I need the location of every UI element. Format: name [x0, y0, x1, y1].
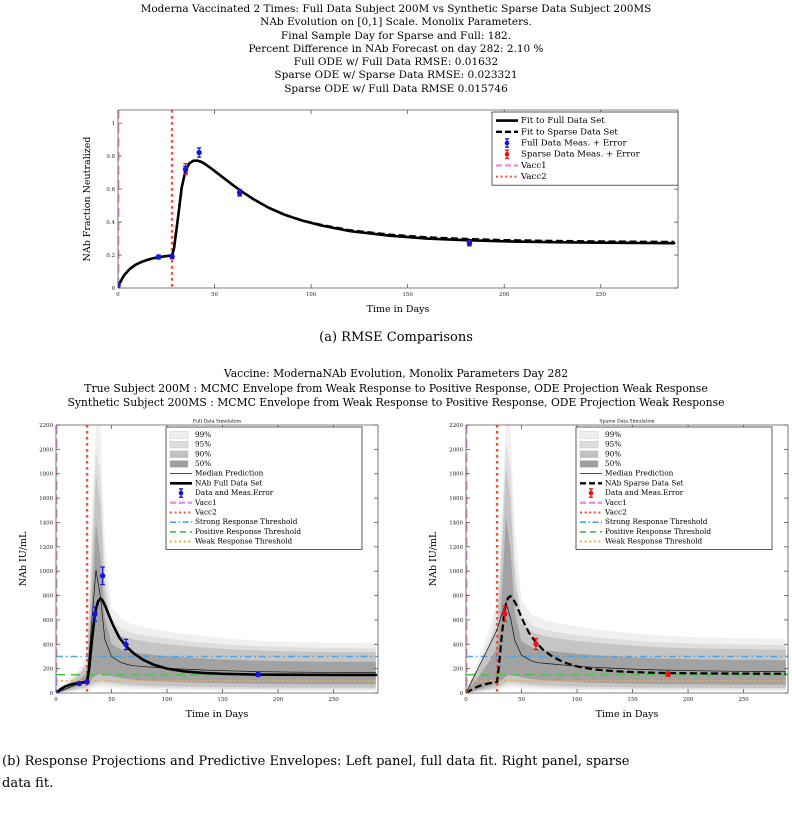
panel-a-x-axis-title: Time in Days	[366, 304, 430, 316]
y-tick-label: 0.4	[106, 220, 115, 227]
panel-b-right-y-axis-title: NAb IU/mL	[428, 531, 439, 586]
y-tick-label: 1200	[449, 544, 463, 551]
data-point	[169, 254, 174, 259]
data-point	[237, 190, 242, 195]
legend-label: 50%	[195, 458, 212, 468]
panel-a-y-axis-title: NAb Fraction Neutralized	[82, 136, 93, 262]
legend-label: 99%	[195, 429, 212, 439]
x-tick-label: 50	[518, 696, 525, 703]
y-tick-label: 800	[42, 593, 53, 600]
y-tick-label: 1000	[449, 568, 463, 575]
legend-label: 95%	[195, 439, 212, 449]
legend-swatch	[580, 460, 598, 467]
y-tick-label: 1600	[449, 495, 463, 502]
y-tick-label: 2200	[39, 422, 53, 429]
legend-marker	[505, 152, 510, 157]
y-tick-label: 0	[459, 690, 463, 697]
legend-label: Sparse Data Meas. + Error	[521, 149, 640, 160]
title-line-4: Percent Difference in NAb Forecast on day 282: 2.10 %	[248, 42, 544, 55]
legend-label: Median Prediction	[195, 468, 264, 478]
y-tick-label: 0	[49, 690, 53, 697]
title-line-5: Full ODE w/ Full Data RMSE: 0.01632	[293, 56, 499, 69]
legend-label: 95%	[605, 439, 622, 449]
y-tick-label: 600	[452, 617, 463, 624]
y-tick-label: 200	[452, 666, 463, 673]
y-tick-label: 1600	[39, 495, 53, 502]
x-tick-label: 200	[499, 292, 510, 299]
caption-b-line-2: data fit.	[2, 775, 54, 791]
y-tick-label: 1400	[39, 520, 53, 527]
panel-a-rmse-chart	[0, 96, 792, 326]
data-point	[77, 680, 82, 685]
data-point	[665, 671, 670, 676]
legend-label: Vacc2	[521, 172, 547, 183]
legend-label: NAb Sparse Data Set	[605, 477, 684, 487]
header-b-line-1: Vaccine: ModernaNAb Evolution, Monolix Parameters Day 282	[223, 367, 569, 381]
title-line-3: Final Sample Day for Sparse and Full: 182.	[280, 29, 512, 42]
legend-label: Vacc1	[521, 160, 547, 171]
panel-b-left-panel-title: Full Data Simulation	[192, 419, 242, 425]
legend-label: Strong Response Threshold	[605, 516, 708, 526]
legend-swatch	[170, 441, 188, 448]
legend-marker	[505, 141, 510, 146]
panel-b-right-panel-title: Sparse Data Simulation	[599, 419, 655, 425]
legend	[492, 112, 678, 185]
legend-label: 99%	[605, 429, 622, 439]
legend-label: Vacc1	[195, 497, 217, 507]
title-line-7: Sparse ODE w/ Full Data RMSE 0.015746	[284, 82, 508, 95]
legend-label: Full Data Meas. + Error	[521, 138, 627, 149]
y-tick-label: 1800	[449, 471, 463, 478]
legend-label: Weak Response Threshold	[605, 536, 703, 546]
title-line-2: NAb Evolution on [0,1] Scale. Monolix Parameters.	[260, 16, 532, 29]
legend-label: Strong Response Threshold	[195, 516, 298, 526]
x-tick-label: 200	[682, 696, 694, 703]
figure-title-block	[0, 0, 792, 96]
x-tick-label: 0	[464, 696, 468, 703]
x-tick-label: 250	[595, 292, 606, 299]
x-tick-label: 250	[738, 696, 749, 703]
caption-b-line-1: (b) Response Projections and Predictive Envelopes: Left panel, full data fit. Right panel, sparse	[2, 753, 630, 769]
panel-b-left-x-axis-title: Time in Days	[185, 708, 249, 720]
legend-label: Vacc2	[195, 507, 217, 517]
panel-b-projection-charts	[0, 411, 792, 751]
legend-swatch	[580, 431, 598, 438]
header-b-line-3: Synthetic Subject 200MS : MCMC Envelope from Weak Response to Positive Response, ODE Projection Weak Response	[67, 396, 725, 410]
legend-item	[505, 139, 628, 149]
y-tick-label: 1000	[39, 568, 53, 575]
legend-swatch	[170, 450, 188, 457]
data-point	[84, 679, 89, 684]
x-tick-label: 150	[402, 292, 413, 299]
legend-label: Data and Meas.Error	[605, 487, 684, 497]
y-tick-label: 800	[452, 593, 463, 600]
legend-label: 90%	[605, 448, 622, 458]
y-tick-label: 400	[452, 641, 463, 648]
panel-b-header	[0, 367, 792, 411]
y-tick-label: 1	[111, 121, 115, 128]
x-tick-label: 150	[627, 696, 638, 703]
legend-label: 50%	[605, 458, 622, 468]
y-tick-label: 1800	[39, 471, 53, 478]
panel-b-left-y-axis-title: NAb IU/mL	[18, 531, 29, 586]
data-point	[255, 671, 260, 676]
data-point	[123, 641, 128, 646]
x-tick-label: 50	[211, 292, 218, 299]
legend-swatch	[580, 450, 598, 457]
y-tick-label: 0.6	[106, 187, 115, 194]
data-point	[196, 150, 201, 155]
x-tick-label: 100	[305, 292, 317, 299]
y-tick-label: 400	[42, 641, 53, 648]
legend	[166, 427, 362, 549]
data-point	[156, 254, 161, 259]
y-tick-label: 2000	[449, 446, 463, 453]
y-tick-label: 200	[42, 666, 53, 673]
x-tick-label: 0	[54, 696, 58, 703]
x-tick-label: 200	[272, 696, 284, 703]
legend-label: Fit to Sparse Data Set	[521, 127, 618, 138]
data-point	[100, 573, 105, 578]
x-tick-label: 50	[108, 696, 115, 703]
legend	[576, 427, 772, 549]
data-point	[502, 611, 507, 616]
header-b-line-2: True Subject 200M : MCMC Envelope from Weak Response to Positive Response, ODE Projection Weak Response	[84, 381, 708, 395]
legend-label: 90%	[195, 448, 212, 458]
y-tick-label: 0	[111, 286, 115, 293]
legend-swatch	[170, 431, 188, 438]
legend-label: Weak Response Threshold	[195, 536, 293, 546]
caption-a: (a) RMSE Comparisons	[319, 330, 473, 346]
x-tick-label: 0	[116, 292, 120, 299]
data-point	[533, 641, 538, 646]
legend-label: Fit to Full Data Set	[521, 116, 605, 127]
x-tick-label: 100	[161, 696, 173, 703]
panel-b-right-x-axis-title: Time in Days	[595, 708, 659, 720]
legend-label: Vacc1	[605, 497, 627, 507]
x-tick-label: 100	[571, 696, 583, 703]
legend-marker	[179, 490, 184, 495]
data-point	[467, 241, 472, 246]
x-tick-label: 150	[217, 696, 228, 703]
y-tick-label: 2200	[449, 422, 463, 429]
legend-label: Median Prediction	[605, 468, 674, 478]
y-tick-label: 1400	[449, 520, 463, 527]
title-line-6: Sparse ODE w/ Sparse Data RMSE: 0.023321	[274, 69, 518, 82]
y-tick-label: 600	[42, 617, 53, 624]
legend-swatch	[170, 460, 188, 467]
legend-label: NAb Full Data Set	[195, 477, 263, 487]
legend-marker	[589, 490, 594, 495]
y-tick-label: 2000	[39, 446, 53, 453]
legend-item	[505, 150, 641, 160]
y-tick-label: 1200	[39, 544, 53, 551]
x-tick-label: 250	[328, 696, 339, 703]
data-point	[92, 611, 97, 616]
data-point	[183, 167, 188, 172]
sparse-data-points	[115, 164, 472, 289]
y-tick-label: 0.2	[106, 253, 115, 260]
legend-label: Data and Meas.Error	[195, 487, 274, 497]
legend-label: Positive Response Threshold	[195, 526, 302, 536]
caption-b	[0, 751, 792, 795]
y-tick-label: 0.8	[106, 154, 115, 161]
legend-swatch	[580, 441, 598, 448]
legend-label: Vacc2	[605, 507, 627, 517]
title-line-1: Moderna Vaccinated 2 Times: Full Data Subject 200M vs Synthetic Sparse Data Subject 200MS	[140, 3, 652, 15]
legend-label: Positive Response Threshold	[605, 526, 712, 536]
